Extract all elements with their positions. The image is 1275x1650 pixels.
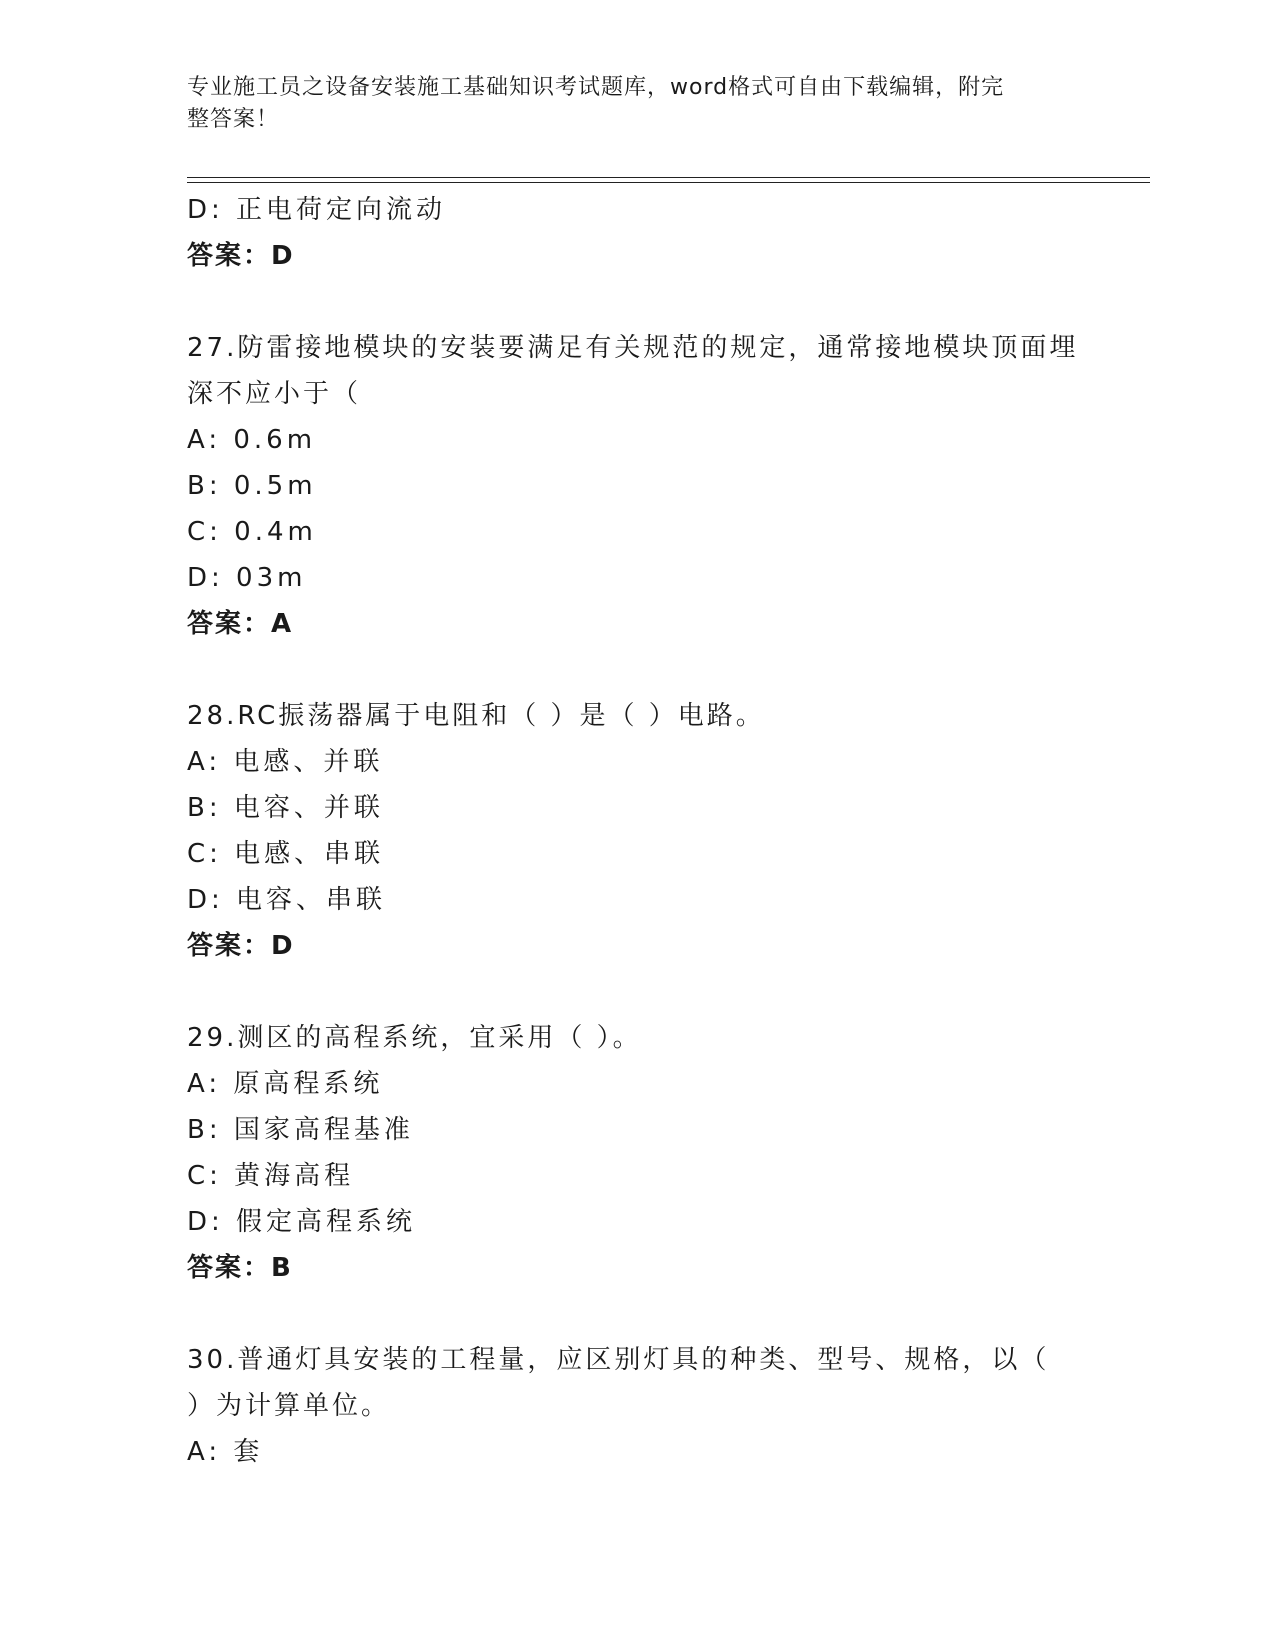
option-c: C: 0.4m	[187, 517, 317, 547]
spacer	[187, 969, 1067, 1015]
answer-line: 答案：D	[187, 931, 295, 961]
option-d: D: 03m	[187, 563, 307, 593]
answer-line: 答案：A	[187, 609, 294, 639]
question-stem: 30.普通灯具安装的工程量，应区别灯具的种类、型号、规格，以（	[187, 1345, 1050, 1375]
question-29	[187, 1015, 1067, 1291]
header-line-1: 专业施工员之设备安装施工基础知识考试题库，word格式可自由下载编辑，附完	[187, 75, 1005, 100]
question-stem: 29.测区的高程系统，宜采用（ ）。	[187, 1023, 642, 1053]
question-list	[187, 187, 1079, 1475]
option-a: A: 电感、并联	[187, 747, 384, 777]
header-divider-top	[187, 177, 1150, 178]
option-b: B: 国家高程基准	[187, 1115, 414, 1145]
question-stem-continued: ）为计算单位。	[187, 1391, 391, 1421]
question-30	[187, 1337, 1067, 1475]
option-d: D: 电容、串联	[187, 885, 387, 915]
spacer	[187, 1291, 1067, 1337]
answer-line: 答案：D	[187, 241, 295, 271]
header-line-2: 整答案！	[187, 107, 280, 132]
option-c: C: 电感、串联	[187, 839, 385, 869]
question-26-tail	[187, 187, 1067, 279]
option-a: A: 原高程系统	[187, 1069, 384, 1099]
answer-line: 答案：B	[187, 1253, 293, 1283]
header-divider-bottom	[187, 182, 1150, 183]
option-b: B: 0.5m	[187, 471, 317, 501]
spacer	[187, 279, 1067, 325]
option-a: A: 0.6m	[187, 425, 317, 455]
option-d: D: 假定高程系统	[187, 1207, 417, 1237]
option-d: D: 正电荷定向流动	[187, 195, 447, 225]
spacer	[187, 647, 1067, 693]
question-27	[187, 325, 1079, 647]
option-b: B: 电容、并联	[187, 793, 384, 823]
document-header	[187, 72, 1067, 136]
question-28	[187, 693, 1067, 969]
option-c: C: 黄海高程	[187, 1161, 355, 1191]
question-stem: 27.防雷接地模块的安装要满足有关规范的规定，通常接地模块顶面埋	[187, 333, 1079, 363]
option-a: A: 套	[187, 1437, 264, 1467]
question-stem-continued: 深不应小于（	[187, 379, 362, 409]
question-stem: 28.RC振荡器属于电阻和（ ）是（ ）电路。	[187, 701, 765, 731]
